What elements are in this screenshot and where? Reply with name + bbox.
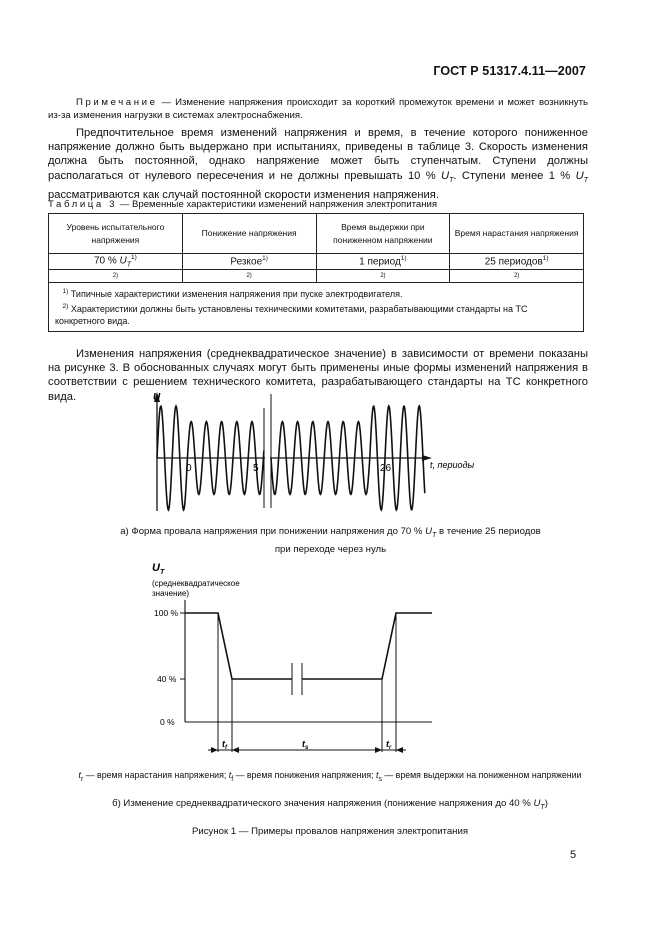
footnote — [55, 301, 577, 328]
note — [48, 96, 588, 122]
hold-value: 1 период — [359, 256, 401, 268]
y-label: U — [153, 392, 161, 403]
header-cell: Уровень испытательного напряжения — [49, 214, 183, 254]
footnote-ref: 1) — [542, 255, 549, 263]
footnote-text: Типичные характеристики изменения напряжения при пуске электродвигателя. — [70, 289, 403, 299]
note-text: — Изменение напряжения происходит за короткий промежуток времени и может возникнуть из-за изменения нагрузки в системах электроснабжения. — [48, 97, 588, 121]
label-tr: $t_r$ — [386, 739, 392, 751]
figure-caption: Рисунок 1 — Примеры провалов напряжения электропитания — [191, 826, 469, 837]
tick-5: 5 — [253, 463, 259, 474]
table-header-row — [49, 214, 584, 254]
table-caption-label: Таблица 3 — [48, 199, 118, 210]
table-3 — [48, 213, 584, 332]
symbol-t: T — [583, 176, 588, 184]
table-cell: 2) — [450, 270, 584, 283]
paragraph-1-part-b: . Ступени менее 1 % — [453, 169, 576, 182]
table-cell: 2) — [182, 270, 316, 283]
caption-b-part1: б) Изменение среднеквадратического значения напряжения (понижение напряжения до 40 % — [112, 798, 534, 809]
figure-b-rms-chart — [140, 560, 450, 760]
y-label-line1: (среднеквадратическое — [152, 579, 240, 588]
header-cell: Понижение напряжения — [182, 214, 316, 254]
tick-100: 100 % — [154, 608, 179, 618]
sub-f: f — [231, 775, 234, 783]
table-cell: 2) — [49, 270, 183, 283]
note-label: Примечание — [76, 97, 158, 108]
legend-part-c: — время выдержки на пониженном напряжении — [381, 770, 582, 780]
level-value: 70 % — [93, 255, 117, 267]
arrow — [375, 747, 382, 753]
symbol-u: U — [575, 169, 584, 182]
caption-b-part2: ) — [544, 798, 548, 809]
arrow — [232, 747, 239, 753]
table-cell: 2) — [316, 270, 450, 283]
x-label: t, периоды — [430, 460, 475, 470]
footnote — [55, 286, 577, 301]
drop-value: Резкое — [230, 256, 263, 268]
table-caption — [48, 199, 437, 210]
rms-line-left — [185, 613, 292, 679]
footnote-ref: 1) — [131, 254, 137, 262]
caption-a-line2: при переходе через нуль — [274, 543, 387, 555]
legend-part-b: — время понижения напряжения; — [233, 770, 377, 780]
symbol-u: U — [441, 169, 450, 182]
tick-0: 0 — [186, 463, 192, 474]
legend-part-a: — время нарастания напряжения; — [83, 770, 229, 780]
figure-b-legend: $t_r$ — время нарастания напряжения; $t_f$ — время понижения напряжения; $t_s$ — время выдержки на пониженном напряжении — [78, 770, 582, 783]
header-cell: Время нарастания напряжения — [450, 214, 584, 254]
footnote-text: Характеристики должны быть установлены техническими комитетами, разрабатывающими стандарты на ТС конкретного вида. — [55, 303, 528, 326]
paragraph-1-part-c: рассматриваются как случай постоянной скорости изменения напряжения. — [48, 189, 439, 202]
table-cell — [450, 254, 584, 270]
table-row — [49, 254, 584, 270]
break-gap — [265, 454, 270, 462]
table-cell — [49, 254, 183, 270]
table-row — [49, 270, 584, 283]
figure-a-caption — [48, 525, 613, 557]
symbol-u: U — [533, 798, 541, 809]
rise-value: 25 периодов — [484, 256, 543, 268]
caption-a-part2: в течение 25 периодов — [436, 526, 541, 537]
table-footnotes-row — [49, 283, 584, 332]
figure-b-caption — [30, 798, 630, 811]
rms-line-right — [302, 613, 432, 679]
paragraph-1 — [48, 126, 588, 202]
symbol-u: U — [425, 526, 433, 537]
label-tf: $t_f$ — [222, 739, 227, 751]
tick-0: 0 % — [160, 717, 175, 727]
page-number: 5 — [570, 849, 577, 861]
header-cell: Время выдержки при пониженном напряжении — [316, 214, 450, 254]
label-ts: $t_s$ — [302, 739, 309, 751]
table-footnotes — [49, 283, 584, 332]
tick-40: 40 % — [157, 674, 177, 684]
sub-r: r — [81, 775, 84, 783]
symbol-t: T — [432, 531, 437, 539]
footnote-ref: 1) — [262, 255, 268, 263]
symbol-t: T — [126, 261, 132, 269]
symbol-u: U — [119, 255, 127, 267]
footnote-mark: 2) — [62, 302, 69, 310]
sub-s: s — [378, 775, 382, 783]
y-label-u: $U_T$ — [152, 562, 165, 576]
footnote-ref: 1) — [400, 255, 407, 263]
table-cell — [316, 254, 450, 270]
symbol-t: T — [540, 803, 545, 811]
caption-a-part1: а) Форма провала напряжения при понижении напряжения до 70 % — [120, 526, 426, 537]
table-cell — [182, 254, 316, 270]
y-label-line2: значение) — [152, 589, 189, 598]
symbol-t: T — [449, 176, 454, 184]
paragraph-1-part-a: Предпочтительное время изменений напряжения и время, в течение которого пониженное напряжение должно быть выдержано при испытаниях, приведены в таблице 3. Скорость изменения должна быть постоянной, однако напряжение может быть ступенчатым. Ступени должны располагаться от нулевого пересечения и не должны превышать 10 % — [48, 127, 588, 182]
figure-a-waveform — [140, 388, 490, 520]
table-caption-text: — Временные характеристики изменений напряжения электропитания — [117, 199, 438, 210]
arrow — [211, 747, 218, 753]
tick-26: 26 — [380, 463, 392, 474]
arrow — [396, 747, 403, 753]
footnote-mark: 1) — [62, 288, 69, 295]
page-header: ГОСТ Р 51317.4.11—2007 — [433, 64, 586, 78]
paragraph-2: Изменения напряжения (среднеквадратическое значение) в зависимости от времени показаны на рисунке 3. В обоснованных случаях могут быть применены иные формы изменений напряжения в соответствии с решением технического комитета, разрабатывающего стандарты на ТС конкретного вида. — [48, 348, 588, 403]
